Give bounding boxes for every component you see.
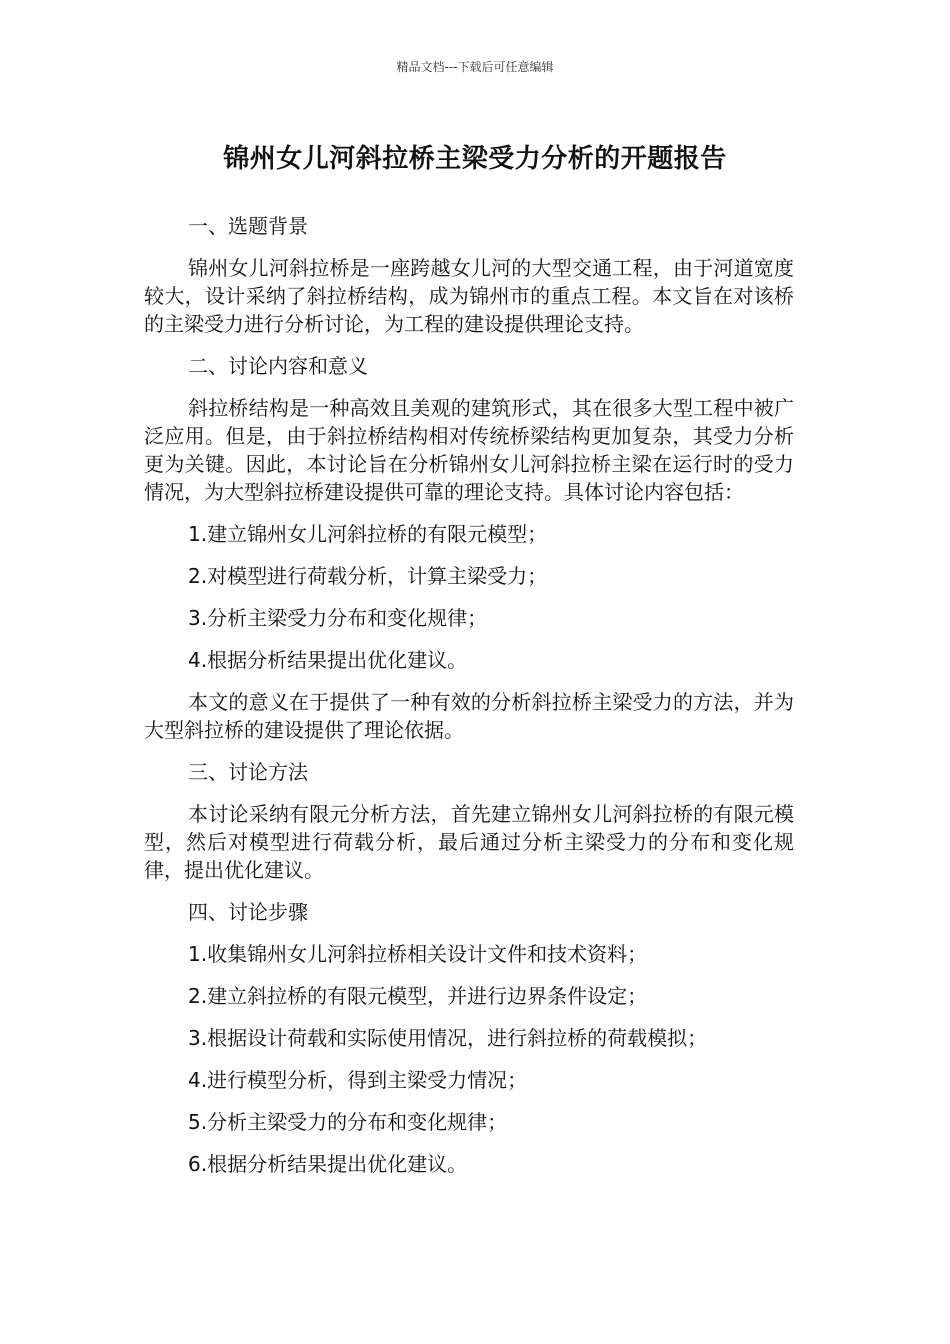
list-item: 1.收集锦州女儿河斜拉桥相关设计文件和技术资料； [188, 942, 648, 966]
section-heading-content: 二、讨论内容和意义 [188, 354, 368, 378]
list-item: 4.根据分析结果提出优化建议。 [188, 648, 468, 672]
document-title: 锦州女儿河斜拉桥主梁受力分析的开题报告 [223, 144, 727, 174]
paragraph-background: 锦州女儿河斜拉桥是一座跨越女儿河的大型交通工程，由于河道宽度较大，设计采纳了斜拉桥结构，成为锦州市的重点工程。本文旨在对该桥的主梁受力进行分析讨论，为工程的建设提供理论支持。 [144, 256, 794, 336]
section-heading-method: 三、讨论方法 [188, 760, 308, 784]
list-item: 2.对模型进行荷载分析，计算主梁受力； [188, 564, 548, 588]
list-item: 3.根据设计荷载和实际使用情况，进行斜拉桥的荷载模拟； [188, 1026, 708, 1050]
section-heading-background: 一、选题背景 [188, 214, 308, 238]
list-item: 1.建立锦州女儿河斜拉桥的有限元模型； [188, 522, 548, 546]
paragraph-method: 本讨论采纳有限元分析方法，首先建立锦州女儿河斜拉桥的有限元模型，然后对模型进行荷载分析，最后通过分析主梁受力的分布和变化规律，提出优化建议。 [144, 802, 794, 882]
section-heading-steps: 四、讨论步骤 [188, 900, 308, 924]
document-body [144, 212, 794, 1192]
list-item: 4.进行模型分析，得到主梁受力情况； [188, 1068, 528, 1092]
list-item: 3.分析主梁受力分布和变化规律； [188, 606, 488, 630]
list-item: 5.分析主梁受力的分布和变化规律； [188, 1110, 508, 1134]
list-item: 2.建立斜拉桥的有限元模型，并进行边界条件设定； [188, 984, 648, 1008]
paragraph-significance: 本文的意义在于提供了一种有效的分析斜拉桥主梁受力的方法，并为大型斜拉桥的建设提供了理论依据。 [144, 690, 794, 742]
list-item: 6.根据分析结果提出优化建议。 [188, 1152, 468, 1176]
header-note: 精品文档---下载后可任意编辑 [396, 60, 554, 74]
paragraph-content: 斜拉桥结构是一种高效且美观的建筑形式，其在很多大型工程中被广泛应用。但是，由于斜拉桥结构相对传统桥梁结构更加复杂，其受力分析更为关键。因此，本讨论旨在分析锦州女儿河斜拉桥主梁在运行时的受力情况，为大型斜拉桥建设提供可靠的理论支持。具体讨论内容包括： [144, 396, 794, 504]
